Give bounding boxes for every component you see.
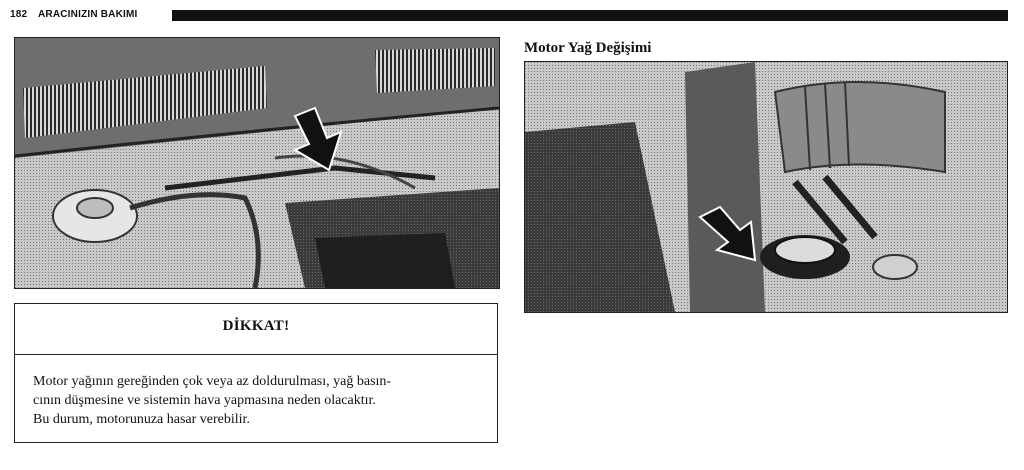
engine-bay-illustration [15, 38, 499, 288]
page-header [10, 8, 1008, 24]
warning-box [14, 303, 498, 443]
warning-line: Bu durum, motorunuza hasar verebilir. [33, 412, 250, 427]
header-rule [172, 10, 1008, 21]
oil-change-heading: Motor Yağ Değişimi [524, 40, 652, 56]
warning-line: Motor yağının gereğinden çok veya az doldurulması, yağ basın- [33, 374, 392, 389]
oil-cap-illustration [525, 62, 1007, 312]
warning-divider [15, 354, 497, 355]
engine-bay-photo [14, 37, 500, 289]
oil-cap-photo [524, 61, 1008, 313]
warning-line: cının düşmesine ve sistemin hava yapmasına neden olacaktır. [33, 393, 376, 408]
page-number: 182 [10, 9, 28, 20]
section-title: ARACINIZIN BAKIMI [38, 9, 138, 20]
warning-text [33, 372, 481, 429]
warning-title: DİKKAT! [222, 318, 290, 334]
